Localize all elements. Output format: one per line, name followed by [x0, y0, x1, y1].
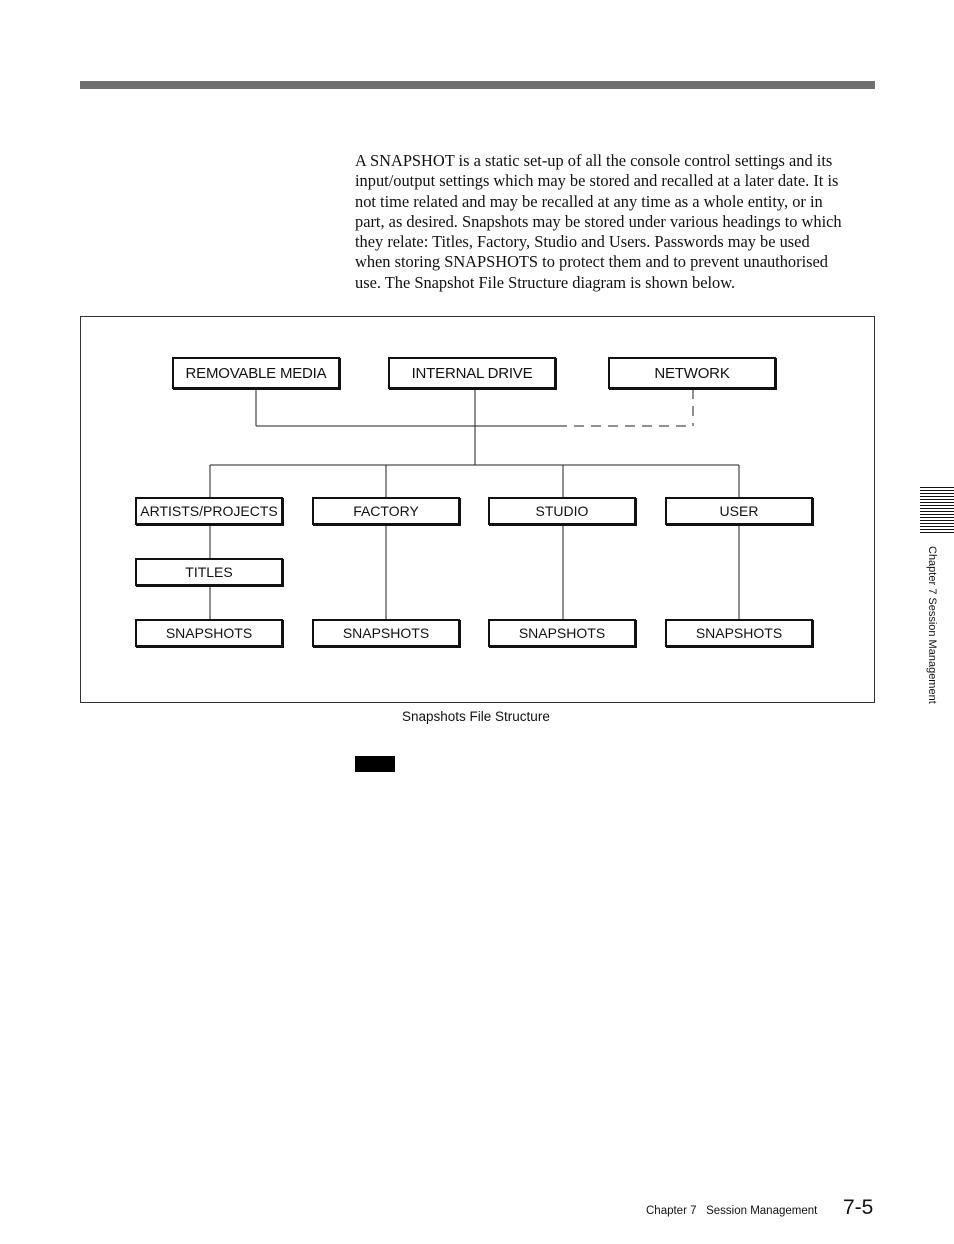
- factory-box: FACTORY: [312, 497, 460, 525]
- page-number: 7-5: [843, 1196, 874, 1219]
- titles-box: TITLES: [135, 558, 283, 586]
- snapshots-box: SNAPSHOTS: [488, 619, 636, 647]
- user-box: USER: [665, 497, 813, 525]
- note-label-bar: [355, 756, 395, 772]
- chapter-thumb-tab: [920, 487, 954, 533]
- intro-line: when storing SNAPSHOTS to protect them and to prevent unauthorised: [355, 252, 828, 272]
- snapshots-box: SNAPSHOTS: [665, 619, 813, 647]
- snapshots-box: SNAPSHOTS: [135, 619, 283, 647]
- intro-line: they relate: Titles, Factory, Studio and Users. Passwords may be used: [355, 232, 810, 252]
- intro-line: A SNAPSHOT is a static set-up of all the console control settings and its: [355, 151, 833, 170]
- intro-line: not time related and may be recalled at any time as a whole entity, or in: [355, 191, 823, 211]
- removable-media-box: REMOVABLE MEDIA: [172, 357, 340, 389]
- snapshots-box: SNAPSHOTS: [312, 619, 460, 647]
- footer-chapter-title: Chapter 7 Session Management: [646, 1205, 818, 1217]
- diagram-caption: Snapshots File Structure: [402, 709, 550, 724]
- studio-box: STUDIO: [488, 497, 636, 525]
- top-rule: [80, 81, 875, 89]
- snapshot-file-structure-diagram: [80, 316, 875, 703]
- network-box: NETWORK: [608, 357, 776, 389]
- intro-line: use. The Snapshot File Structure diagram is shown below.: [355, 272, 736, 292]
- artists-projects-box: ARTISTS/PROJECTS: [135, 497, 283, 525]
- side-chapter-label: Chapter 7 Session Management: [926, 546, 938, 704]
- intro-paragraph: [355, 151, 877, 293]
- internal-drive-box: INTERNAL DRIVE: [388, 357, 556, 389]
- intro-line: input/output settings which may be stored and recalled at a later date. It is: [355, 171, 839, 191]
- intro-line: part, as desired. Snapshots may be stored under various headings to which: [355, 211, 842, 231]
